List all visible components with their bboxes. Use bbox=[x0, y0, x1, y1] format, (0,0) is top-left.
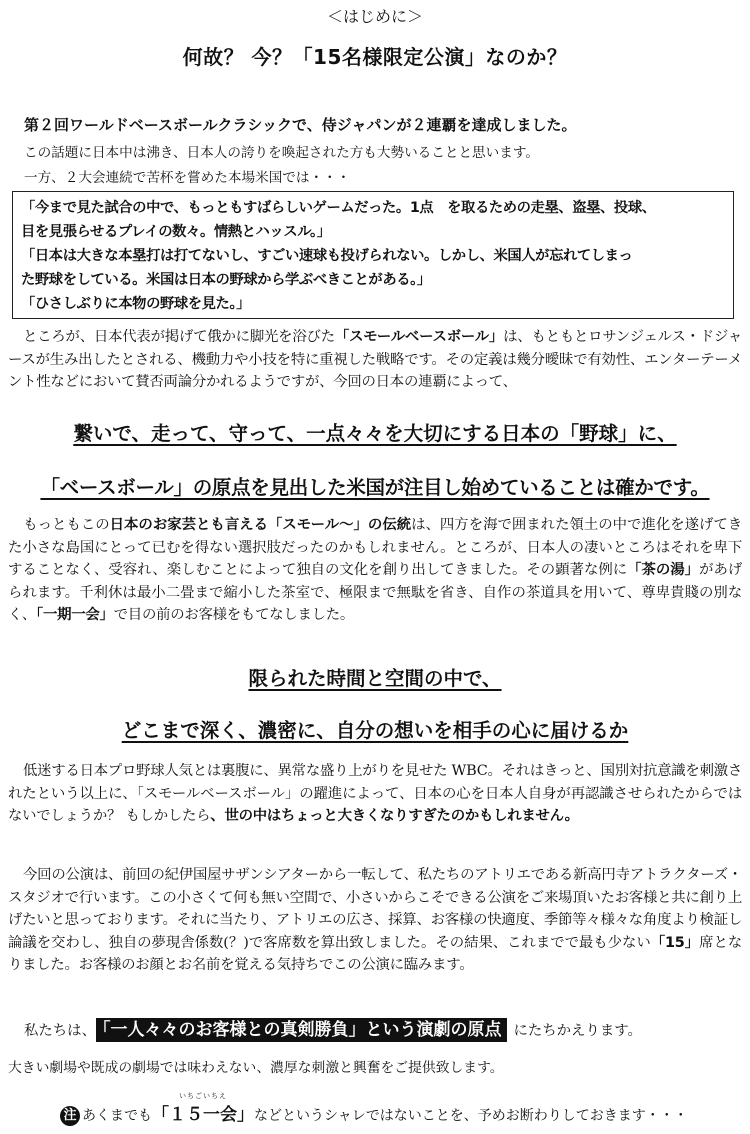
quote-line: 「日本は大きな本塁打は打てないし、すごい速球も投げられない。しかし、米国人が忘れてしまっ bbox=[21, 248, 633, 264]
note-icon: 注 bbox=[60, 1106, 80, 1126]
note-ruby: いちごいちえ bbox=[179, 1092, 227, 1100]
headline-4-text: どこまで深く、濃密に、自分の想いを相手の心に届けるか bbox=[121, 719, 629, 742]
headline-3-text: 限られた時間と空間の中で、 bbox=[248, 667, 502, 690]
headline-1-text: 繋いで、走って、守って、一点々々を大切にする日本の「野球」に、 bbox=[73, 422, 677, 445]
paragraph-wbc bbox=[8, 760, 742, 828]
closing-line-1 bbox=[24, 1015, 642, 1040]
paragraph-small-baseball bbox=[8, 326, 742, 394]
para2-emphasis-chanoyu: 「茶の湯」 bbox=[627, 562, 700, 578]
para2-emphasis-ichigo: 「一期一会」 bbox=[36, 607, 114, 623]
para2-emphasis-tradition: 日本のお家芸とも言える「スモール～」の伝統 bbox=[109, 517, 412, 533]
para4-text-a: 今回の公演は、前回の紀伊国屋サザンシアターから一転して、私たちのアトリエである新高円寺アトラクターズ・スタジオで行います。この小さくて何も無い空間で、小さいからこそできる公演をご来場頂いたお客様と共に創り上げたいと思っております。それに当たり、アトリエの広さ、採算、お客様の快適度、季節等々様々な角度より検証し論議を交わし、独自の夢現舎係数(？)で客席数を算出致しました。その結果、これまでで最も少ない bbox=[8, 867, 742, 951]
note-text-c: などというシャレではないことを、予めお断わりしておきます・・・ bbox=[254, 1108, 688, 1124]
headline-2 bbox=[0, 472, 750, 500]
para2-text-a: もっともこの bbox=[23, 517, 110, 533]
paragraph-tea-ceremony bbox=[8, 514, 742, 627]
closing-pre: 私たちは、 bbox=[24, 1023, 96, 1039]
page-title: 何故？ 今？「15名様限定公演」なのか？ bbox=[182, 45, 568, 69]
para2-text-c: は、四方を海で囲まれた領土の中で進化を遂げてきた小さな島国にとって已むを得ない選択肢だったのかもしれません。ところが、日本人の凄いところはそれを卑下することなく、受容れ、楽しむことによって独自の文化を創り出してきました。その顕著な例に bbox=[8, 517, 742, 578]
para2-text-e: があげられます。千利休は最小二畳まで縮小した茶室で、極限まで無駄を省き、自作の茶道具を用いて、尊卑貴賤の別なく、 bbox=[8, 562, 742, 623]
quote-line: 目を見張らせるプレイの数々。情熱とハッスル。」 bbox=[21, 224, 331, 240]
quote-line: 「ひさしぶりに本物の野球を見た。」 bbox=[21, 296, 251, 312]
paragraph-performance bbox=[8, 864, 742, 977]
closing-line-2: 大きい劇場や既成の劇場では味わえない、濃厚な刺激と興奮をご提供致します。 bbox=[8, 1060, 504, 1076]
para4-emphasis-15: 「15」 bbox=[650, 934, 700, 951]
opening-line-3: 一方、２大会連続で苦杯を嘗めた本場米国では・・・ bbox=[24, 170, 351, 186]
note-text-a: あくまでも bbox=[82, 1108, 152, 1124]
intro-label: ＜はじめに＞ bbox=[326, 7, 423, 26]
headline-1 bbox=[0, 418, 750, 446]
quote-line: た野球をしている。米国は日本の野球から学ぶべきことがある。」 bbox=[21, 272, 431, 288]
note-emphasis-text: 「１５一会」 bbox=[152, 1105, 254, 1125]
para4-text-c: 席となりました。お客様のお顔とお名前を覚える気持ちでこの公演に臨みます。 bbox=[8, 934, 742, 973]
closing-post: にたちかえります。 bbox=[513, 1023, 642, 1039]
quote-line: 「今まで見た試合の中で、もっともすばらしいゲームだった。1点 を取るための走塁、盗塁、投球、 bbox=[21, 200, 656, 216]
para3-text-a: 低迷する日本プロ野球人気とは裏腹に、異常な盛り上がりを見せた WBC。それはきっと、国別対抗意識を刺激されたという以上に、「スモールベースボール」の躍進によって、日本の心を日本人自身が再認識させられたからではないでしょうか？ もしかしたら bbox=[8, 763, 742, 824]
para1-emphasis: 「スモールベースボール」 bbox=[334, 329, 504, 345]
para2-text-g: で目の前のお客様をもてなしました。 bbox=[113, 607, 355, 623]
para1-text-c: は、もともとロサンジェルス・ドジャースが生み出したとされる、機動力や小技を特に重視した戦略です。その定義は幾分曖昧で有効性、エンターテーメント性などにおいて賛否両論分かれるようですが、今回の日本の連覇によって、 bbox=[8, 329, 742, 390]
headline-2-text: 「ベースボール」の原点を見出した米国が注目し始めていることは確かです。 bbox=[40, 476, 710, 499]
headline-4 bbox=[0, 715, 750, 743]
para1-text-a: ところが、日本代表が掲げて俄かに脚光を浴びた bbox=[23, 329, 335, 345]
para3-emphasis: 、世の中はちょっと大きくなりすぎたのかもしれません。 bbox=[210, 808, 579, 824]
note-emphasis bbox=[152, 1092, 254, 1125]
closing-highlight: 「一人々々のお客様との真剣勝負」という演劇の原点 bbox=[96, 1018, 508, 1042]
quote-box bbox=[12, 191, 734, 319]
opening-line-2: この話題に日本中は沸き、日本人の誇りを喚起された方も大勢いることと思います。 bbox=[24, 145, 539, 161]
headline-3 bbox=[0, 663, 750, 691]
opening-line-1: 第２回ワールドベースボールクラシックで、侍ジャパンが２連覇を達成しました。 bbox=[24, 116, 577, 134]
note-line bbox=[60, 1092, 688, 1126]
